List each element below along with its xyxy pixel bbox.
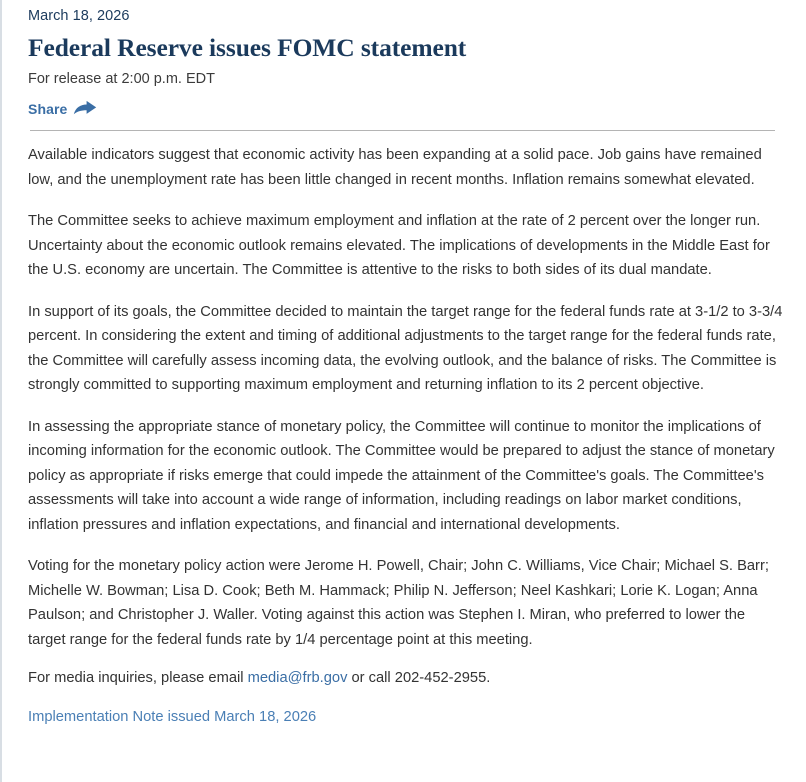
release-time: For release at 2:00 p.m. EDT [28,71,215,87]
statement-paragraph-voting: Voting for the monetary policy action were Jerome H. Powell, Chair; John C. Williams, Vice Chair; Michael S. Barr; Michelle W. Bowman; Lisa D. Cook; Beth M. Hammack; Philip N. Jefferson; Neel Kashkari; Lorie K. Logan; Anna Paulson; and Christopher J. Waller. Voting against this action was Stephen I. Miran, who preferred to lower the target range for the federal funds rate by 1/4 percentage point at this meeting. [28,558,769,648]
statement-paragraph: Available indicators suggest that economic activity has been expanding at a solid pace. Job gains have remained low, and the unemployment rate has been little changed in recent months. Inflation remains somewhat elevated. [28,147,762,188]
share-label: Share [28,101,68,117]
media-inquiries-suffix: or call 202-452-2955. [347,670,491,686]
statement-paragraph: In assessing the appropriate stance of monetary policy, the Committee will continue to monitor the implications of incoming information for the economic outlook. The Committee would be prepared to adjust the stance of monetary policy as appropriate if risks emerge that could impede the attainment of the Committee's goals. The Committee's assessments will take into account a wide range of information, including readings on labor market conditions, inflation pressures and inflation expectations, and financial and international developments. [28,418,775,533]
release-date: March 18, 2026 [28,8,130,24]
statement-paragraph: In support of its goals, the Committee decided to maintain the target range for the federal funds rate at 3-1/2 to 3-3/4 percent. In considering the extent and timing of additional adjustments to the target range for the federal funds rate, the Committee will carefully assess incoming data, the evolving outlook, and the balance of risks. The Committee is strongly committed to supporting maximum employment and returning inflation to its 2 percent objective. [28,303,783,393]
media-inquiries-prefix: For media inquiries, please email [28,670,248,686]
media-email-link[interactable]: media@frb.gov [247,670,348,686]
implementation-note-link[interactable]: Implementation Note issued March 18, 2026 [28,708,317,725]
media-inquiries-paragraph [28,666,784,691]
content-container [2,0,806,729]
page-title: Federal Reserve issues FOMC statement [28,33,467,62]
statement-paragraph: The Committee seeks to achieve maximum employment and inflation at the rate of 2 percent over the longer run. Uncertainty about the economic outlook remains elevated. The implications of developments in the Middle East for the U.S. economy are uncertain. The Committee is attentive to the risks to both sides of its dual mandate. [28,213,770,278]
statement-body [28,143,790,691]
horizontal-divider [30,130,775,131]
implementation-note-row [28,705,790,730]
share-button[interactable] [28,100,790,118]
share-arrow-icon [73,100,97,118]
